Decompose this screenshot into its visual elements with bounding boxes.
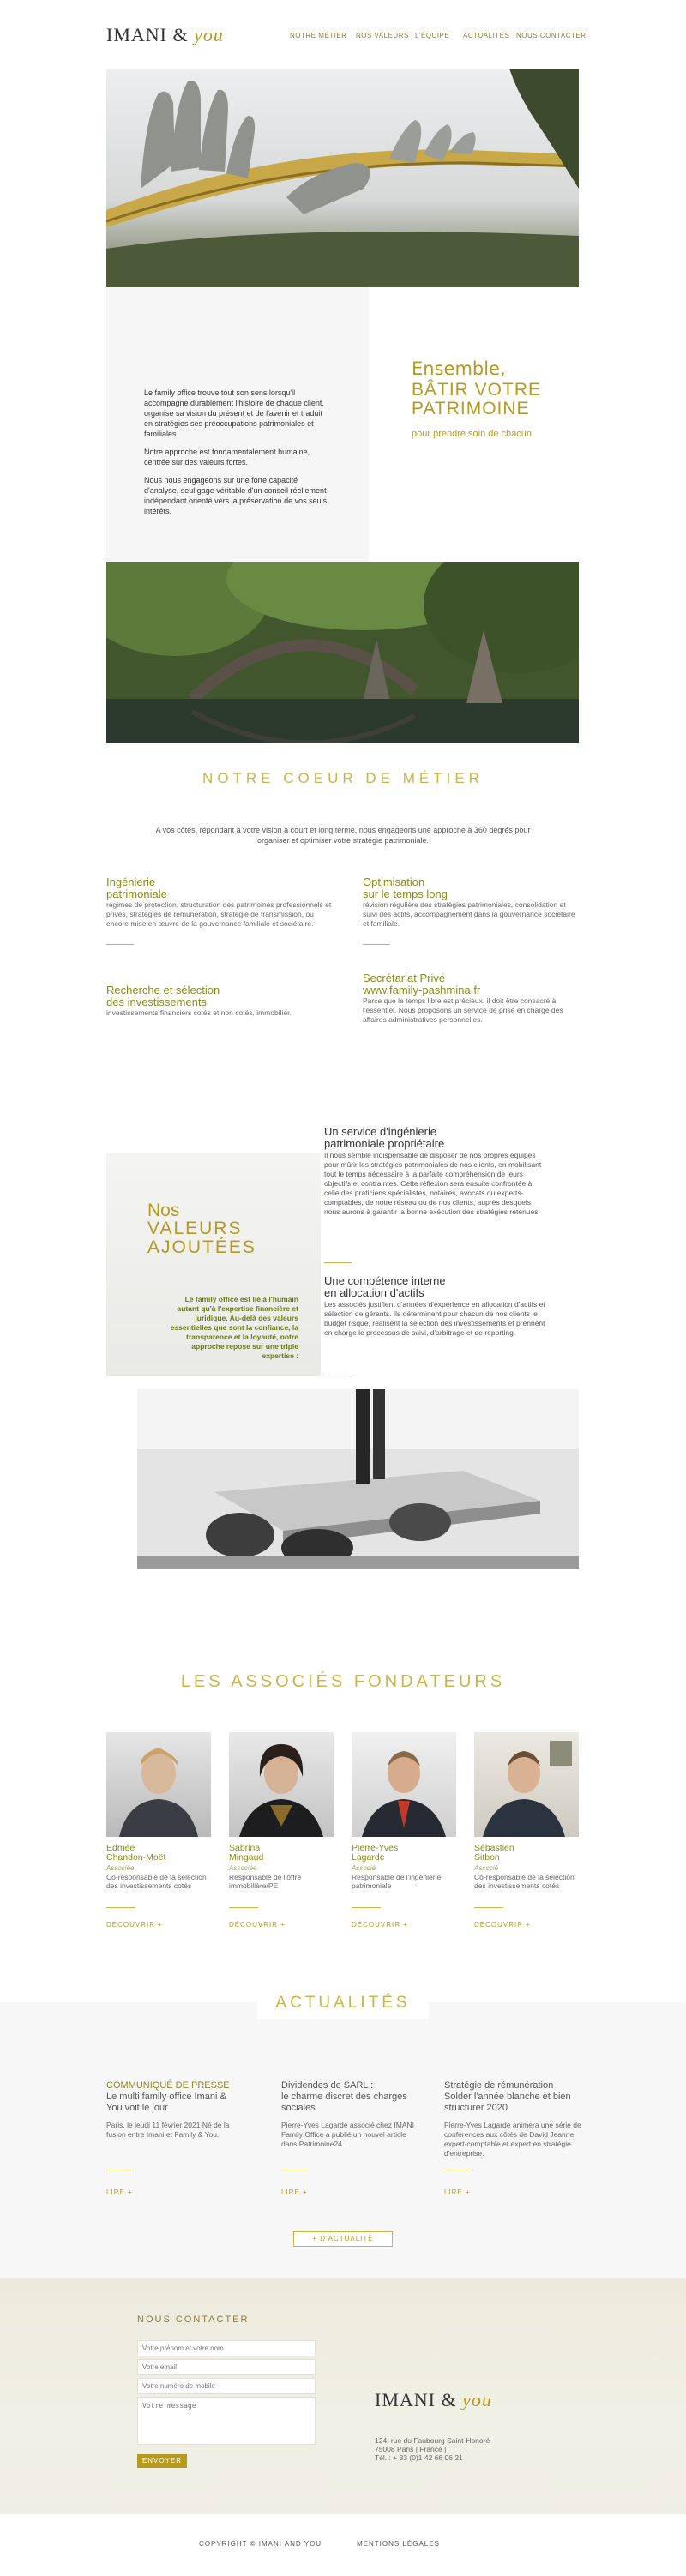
nav-notre-metier[interactable]: NOTRE MÉTIER xyxy=(290,32,347,39)
associe-3-desc: Responsable de l'ingénierie patrimoniale xyxy=(352,1873,442,1890)
avatar-sebastien xyxy=(474,1732,579,1837)
valeur-1-subtitle: patrimoniale propriétaire xyxy=(324,1137,445,1150)
associe-1-desc: Co-responsable de la sélection des investissements cotés xyxy=(106,1873,207,1890)
metier-item-title: Recherche et sélection xyxy=(106,984,220,996)
logo-you: you xyxy=(194,24,224,45)
valeur-2-text: Les associés justifient d'années d'expérience en allocation d'actifs et sélection de gérants. Ils déterminent pour chacun de nos clients le budget risque, réalisent la sélection des investissements et prennent en charge le processus de suivi, d'arbitrage et de reporting. xyxy=(324,1300,545,1337)
nav-actualites[interactable]: ACTUALITÉS xyxy=(463,32,510,39)
valeur-1-title: Un service d'ingénierie xyxy=(324,1125,437,1138)
divider xyxy=(106,1907,135,1908)
avatar-sabrina xyxy=(229,1732,334,1837)
intro-paragraph-2: Notre approche est fondamentalement humaine, centrée sur des valeurs fortes. xyxy=(144,448,310,466)
news-item-2 xyxy=(281,2080,418,2149)
associe-2-role: Associée xyxy=(229,1864,257,1872)
office-meeting-image xyxy=(137,1389,579,1569)
associe-2-name: Sabrina Mingaud xyxy=(229,1843,264,1863)
metier-section-title: NOTRE COEUR DE MÉTIER xyxy=(202,770,484,786)
associe-4-desc: Co-responsable de la sélection des investissements cotés xyxy=(474,1873,575,1890)
tagline-line-2: BÂTIR VOTRE PATRIMOINE xyxy=(412,380,542,418)
valeurs-title-line-2: VALEURS AJOUTÉES xyxy=(147,1219,256,1257)
metier-item-title: Ingénierie xyxy=(106,876,156,888)
site-logo[interactable] xyxy=(106,24,224,46)
news-title: COMMUNIQUÉ DE PRESSE xyxy=(106,2080,230,2091)
actualites-section-title: ACTUALITÉS xyxy=(275,1994,411,2012)
copyright: COPYRIGHT © IMANI AND YOU xyxy=(199,2540,322,2548)
associe-2-desc: Responsable de l'offre immobilière/PE xyxy=(229,1873,302,1890)
metier-item-optimisation xyxy=(363,876,577,945)
associe-1-role: Associée xyxy=(106,1864,135,1872)
metier-item-ingenierie xyxy=(106,876,338,945)
intro-paragraph-1: Le family office trouve tout son sens lorsqu'il accompagne durablement l'histoire de chaque client, organise sa vision du présent et de l'avenir et traduit en stratégies ses préoccupations patrimoniales et familiales. xyxy=(144,388,324,438)
address-line-2: 75008 Paris | France | xyxy=(375,2445,447,2453)
name-field[interactable] xyxy=(137,2340,316,2356)
logo-you: you xyxy=(462,2389,492,2410)
logo-main: IMANI & xyxy=(106,24,189,45)
metier-item-subtitle: patrimoniale xyxy=(106,888,167,900)
metier-item-title: Optimisation xyxy=(363,876,425,888)
news-1-read-more[interactable]: LIRE + xyxy=(106,2188,133,2196)
logo-main: IMANI & xyxy=(375,2389,457,2410)
divider xyxy=(474,1907,503,1908)
intro-text xyxy=(144,388,331,516)
divider xyxy=(106,944,134,945)
valeurs-title-line-1: Nos xyxy=(147,1201,180,1220)
intro-paragraph-3: Nous nous engageons sur une forte capacité d'analyse, seul gage véritable d'un conseil réellement indépendant orienté vers la préservation de vos seuls intérêts. xyxy=(144,476,328,515)
associes-section-title: LES ASSOCIÉS FONDATEURS xyxy=(180,1672,506,1691)
associe-3-name: Pierre-Yves Lagarde xyxy=(352,1843,399,1863)
associe-1-name: Edmée Chandon-Moët xyxy=(106,1843,166,1863)
hero-image-golden-bridge xyxy=(106,69,579,287)
nav-nos-valeurs[interactable]: NOS VALEURS xyxy=(356,32,409,39)
news-subtitle: Le multi family office Imani & You voit le jour xyxy=(106,2091,226,2113)
metier-item-subtitle: des investissements xyxy=(106,996,208,1008)
news-subtitle: le charme discret des charges sociales xyxy=(281,2091,407,2113)
metier-item-text: révision régulière des stratégies patrimoniales, consolidation et suivi des actifs, accompagnement dans la gouvernance sociétaire et familiale. xyxy=(363,900,575,928)
news-title: Dividendes de SARL : xyxy=(281,2080,374,2091)
news-2-read-more[interactable]: LIRE + xyxy=(281,2188,308,2196)
legal-link[interactable]: MENTIONS LÉGALES xyxy=(357,2540,440,2548)
news-text: Pierre-Yves Lagarde animera une série de conférences aux côtés de David Jeanne, expert-comptable et expert en stratégie d'entreprise. xyxy=(444,2121,581,2158)
send-button[interactable]: ENVOYER xyxy=(137,2454,187,2468)
address-line-1: 124, rue du Faubourg Saint-Honoré xyxy=(375,2436,490,2445)
news-item-1 xyxy=(106,2080,244,2140)
avatar-edmee xyxy=(106,1732,211,1837)
tagline-line-1: Ensemble, xyxy=(412,358,506,379)
metier-item-text: Parce que le temps libre est précieux, il doit être consacré à l'essentiel. Nous proposons un service de prise en charge des affaires administratives personnelles. xyxy=(363,996,563,1024)
associe-4-name: Sébastien Sitbon xyxy=(474,1843,514,1863)
associe-3-decouvrir-link[interactable]: DÉCOUVRIR + xyxy=(352,1921,408,1929)
valeur-1-text: Il nous semble indispensable de disposer de nos propres équipes pour mûrir les stratégies patrimoniales de nos clients, en mobilisant tout le temps nécessaire à la parfaite compréhension de leurs objectifs et contraintes. Cette réflexion sera ensuite confrontée à celle des praticiens spécialistes, notaires, avocats ou experts-comptables, de notre réseau ou de nos clients, auprès desquels nous aurons à garantir la bonne exécution des stratégies retenues. xyxy=(324,1151,542,1216)
news-text: Paris, le jeudi 11 février 2021 Né de la fusion entre Imani et Family & You. xyxy=(106,2121,230,2139)
message-field[interactable] xyxy=(137,2397,316,2445)
footer-logo xyxy=(375,2389,492,2411)
contact-section xyxy=(0,2278,686,2514)
email-field[interactable] xyxy=(137,2359,316,2375)
divider xyxy=(324,1262,352,1263)
divider xyxy=(352,1907,381,1908)
news-title: Stratégie de rémunération xyxy=(444,2080,554,2091)
associe-1-decouvrir-link[interactable]: DÉCOUVRIR + xyxy=(106,1921,163,1929)
valeur-2-title: Une compétence interne xyxy=(324,1274,446,1287)
phone-field[interactable] xyxy=(137,2378,316,2394)
site-footer xyxy=(0,2514,686,2576)
avatar-pierre-yves xyxy=(352,1732,456,1837)
metier-item-text: investissements financiers cotés et non cotés, immobilier. xyxy=(106,1008,292,1017)
metier-item-title: Secrétariat Privé xyxy=(363,972,446,984)
contact-title: NOUS CONTACTER xyxy=(137,2314,250,2325)
nav-nous-contacter[interactable]: NOUS CONTACTER xyxy=(516,32,587,39)
associe-4-decouvrir-link[interactable]: DÉCOUVRIR + xyxy=(474,1921,531,1929)
metier-item-link[interactable]: www.family-pashmina.fr xyxy=(363,984,481,996)
metier-item-secretariat xyxy=(363,972,577,1025)
associe-4-role: Associé xyxy=(474,1864,499,1872)
nav-equipe[interactable]: L'ÉQUIPE xyxy=(415,32,450,39)
associe-3-role: Associé xyxy=(352,1864,376,1872)
divider xyxy=(363,944,390,945)
metier-item-text: régimes de protection, structuration des patrimoines professionnels et privés, stratégies de rémunération, stratégie de transmission, ou encore mise en œuvre de la gouvernance familiale et sociétaire. xyxy=(106,900,332,928)
more-news-button[interactable]: + D'ACTUALITÉ xyxy=(293,2231,393,2247)
metier-intro: A vos côtés, répondant à votre vision à court et long terme, nous engageons une approche à 360 degrés pour organiser et optimiser votre stratégie patrimoniale. xyxy=(155,826,531,845)
news-item-3 xyxy=(444,2080,581,2158)
divider xyxy=(229,1907,258,1908)
phone-number[interactable]: Tél. : + 33 (0)1 42 66 06 21 xyxy=(375,2453,463,2462)
associe-2-decouvrir-link[interactable]: DÉCOUVRIR + xyxy=(229,1921,286,1929)
news-text: Pierre-Yves Lagarde associé chez IMANI Family Office a publié un nouvel article dans Patrimoine24. xyxy=(281,2121,414,2148)
valeurs-text: Le family office est lié à l'humain autant qu'à l'expertise financière et juridique. Au-delà des valeurs essentielles que sont la confiance, la transparence et la loyauté, notre approche repose sur une triple expertise : xyxy=(170,1295,298,1360)
metier-item-subtitle: sur le temps long xyxy=(363,888,448,900)
valeur-2-subtitle: en allocation d'actifs xyxy=(324,1286,424,1299)
stone-arch-bridge-image xyxy=(106,562,579,743)
metier-item-recherche xyxy=(106,984,338,1018)
news-3-read-more[interactable]: LIRE + xyxy=(444,2188,471,2196)
news-subtitle: Solder l'année blanche et bien structurer 2020 xyxy=(444,2091,571,2113)
tagline-line-3: pour prendre soin de chacun xyxy=(412,429,533,439)
